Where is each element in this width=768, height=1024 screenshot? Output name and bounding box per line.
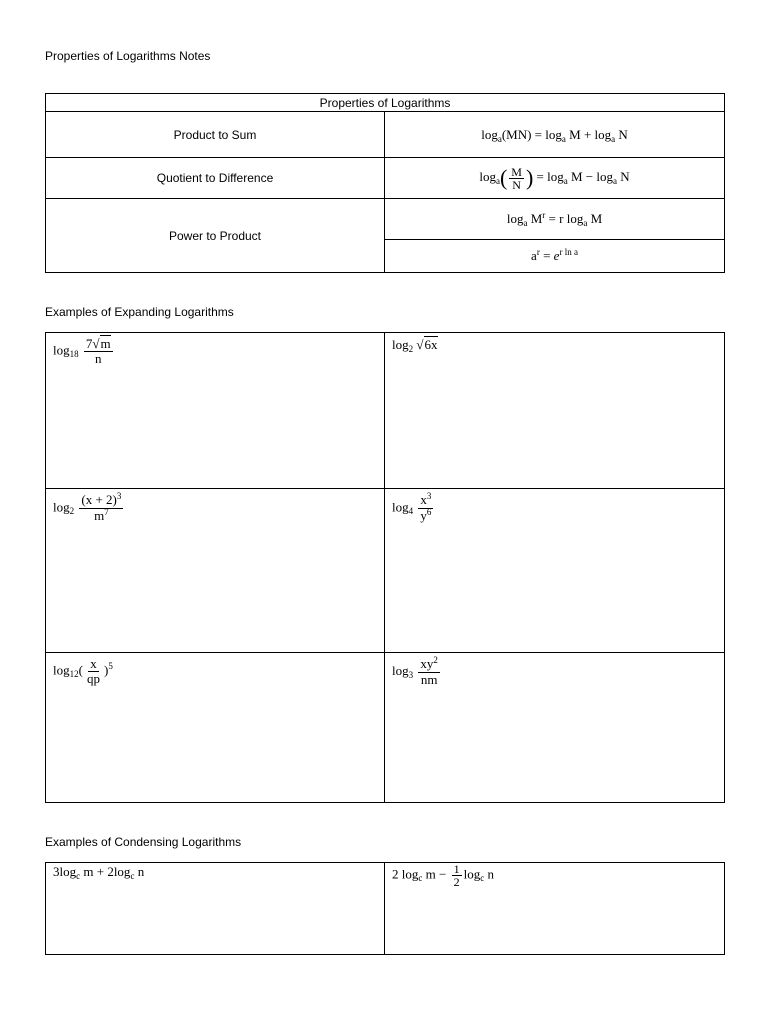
expanding-example-1: $\log_{18}$ $\frac{7√m}{n}$ [46,333,385,489]
row-label-power-to-product: Power to Product [46,199,385,273]
expanding-example-4: $\log_4$ $\frac{x^3}{y^6}$ [385,489,725,653]
formula-power-to-product-1: $\log_a M^r = r$ $\log_a M$ [385,199,725,240]
properties-table-title: Properties of Logarithms [46,94,725,112]
row-label-product-to-sum: Product to Sum [46,112,385,158]
expanding-example-3: $\log_2$ $\frac{(x + 2)^3}{m^7}$ [46,489,385,653]
condensing-heading: Examples of Condensing Logarithms [45,835,242,849]
condensing-example-1: $3\log_c$ $m + 2\log_c$ n [46,863,385,955]
properties-table [45,93,725,273]
condensing-example-2: 2 $\log_c m$ − $\frac{1}{2}$ $\log_c n$ [385,863,725,955]
page-title: Properties of Logarithms Notes [45,49,211,63]
formula-power-to-product-2: $a^r = e^{r ln a}$ [385,240,725,273]
expanding-table [45,332,725,803]
row-label-quotient-to-difference: Quotient to Difference [46,158,385,199]
expanding-example-5: $\log_{12}$( $\frac{x}{qp}$ )$^5$ [46,653,385,803]
formula-product-to-sum: $\log_a(MN) = \log_a M + \log_a N$ [385,112,725,158]
expanding-example-2: $\log_2 √6x$ [385,333,725,489]
formula-quotient-to-difference: $\log_a$( $\frac{M}{N}$ ) = $\log_a M - \log_a N$ [385,158,725,199]
expanding-example-6: $\log_3$ $\frac{xy^2}{nm}$ [385,653,725,803]
expanding-heading: Examples of Expanding Logarithms [45,305,234,319]
condensing-table [45,862,725,955]
